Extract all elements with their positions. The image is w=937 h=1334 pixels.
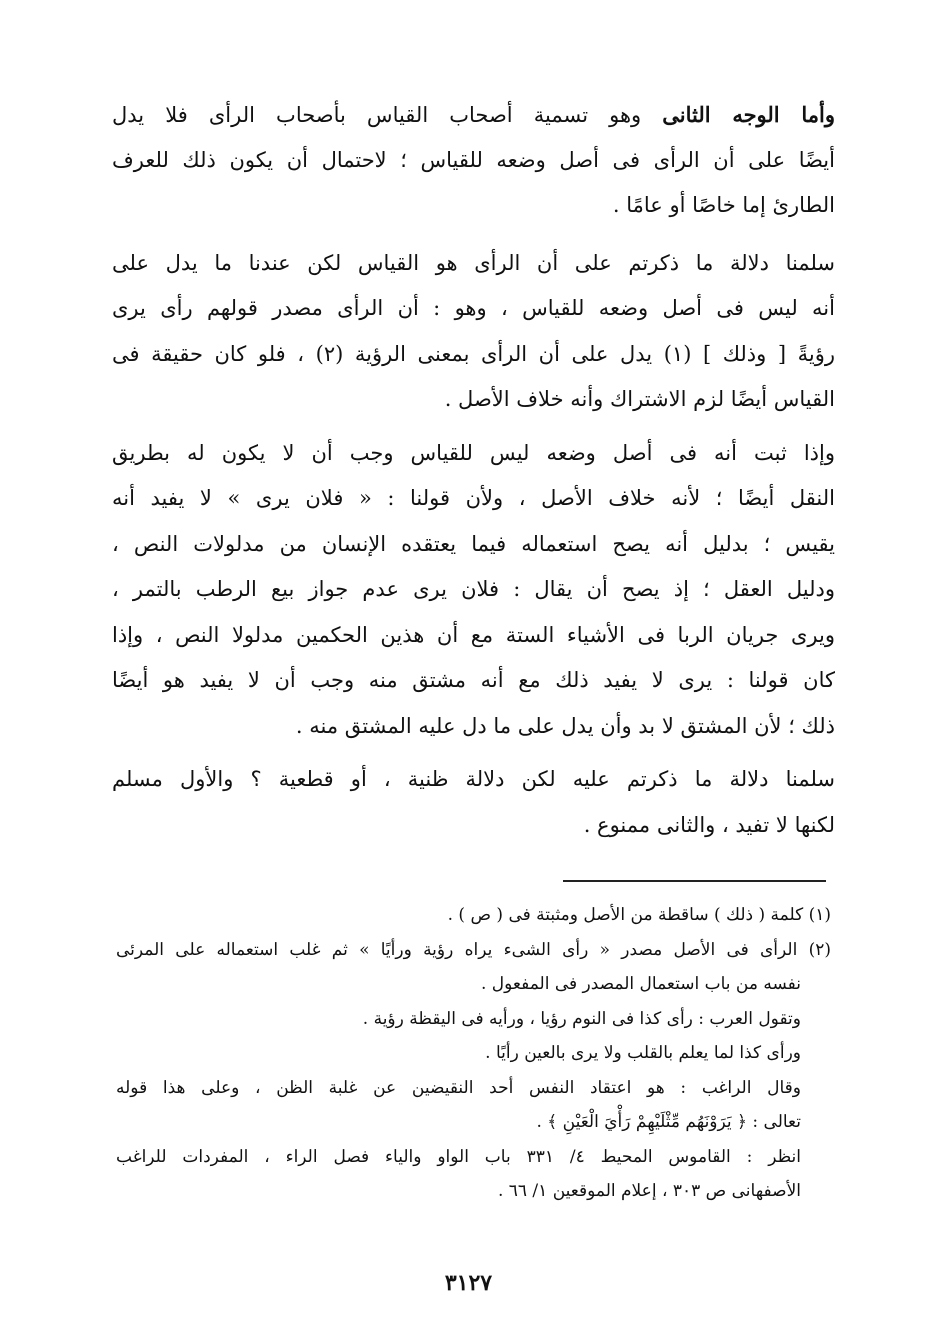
text-line: وإذا ثبت أنه فى أصل وضعه ليس للقياس وجب أن لا يكون له بطريق [112, 440, 835, 465]
footnote-2: (٢) الرأى فى الأصل مصدر « رأى الشىء يراه رؤية ورأيًا » ثم غلب استعماله على المرئى [116, 939, 831, 960]
footnote-line: وتقول العرب : رأى كذا فى النوم رؤيا ، ورأيه فى اليقظة رؤية . [362, 1008, 801, 1029]
footnote-line: انظر : القاموس المحيط ٤/ ٣٣١ باب الواو والياء فصل الراء ، المفردات للراغب [116, 1146, 801, 1167]
page-number: ٣١٢٧ [444, 1270, 493, 1296]
text-line: سلمنا دلالة ما ذكرتم عليه لكن دلالة ظنية ، أو قطعية ؟ والأول مسلم [112, 767, 835, 791]
text-line: النقل أيضًا ؛ لأنه خلاف الأصل ، ولأن قولنا : « فلان يرى » لا يفيد أنه [112, 486, 835, 510]
text-line: ويرى جريان الربا فى الأشياء الستة مع أن هذين الحكمين مدلولا النص ، وإذا [112, 622, 835, 647]
footnote-line: ورأى كذا لما يعلم بالقلب ولا يرى بالعين رأيًا . [485, 1043, 801, 1063]
text-line: سلمنا دلالة ما ذكرتم على أن الرأى هو القياس لكن عندنا ما يدل على [112, 250, 835, 275]
main-text [112, 92, 835, 848]
text-line: ودليل العقل ؛ إذ يصح أن يقال : فلان يرى عدم جواز بيع الرطب بالتمر ، [112, 577, 836, 601]
text-line: ذلك ؛ لأن المشتق لا بد وأن يدل على ما دل عليه المشتق منه . [295, 713, 835, 738]
text-line: أنه ليس فى أصل وضعه للقياس ، وهو : أن الرأى مصدر قولهم رأى يرى [112, 296, 835, 320]
footnote-line: تعالى : ﴿ يَرَوْنَهُم مِّثْلَيْهِمْ رَأْيَ الْعَيْنِ ﴾ . [536, 1112, 801, 1132]
paragraph-2 [112, 241, 835, 423]
footnote-1: (١) كلمة ( ذلك ) ساقطة من الأصل ومثبتة فى ( ص ) . [447, 905, 831, 925]
text-line: يقيس ؛ بدليل أنه يصح استعماله فيما يعتقده الإنسان من مدلولات النص ، [112, 531, 835, 556]
footnote-line: الأصفهانى ص ٣٠٣ ، إعلام الموقعين ١/ ٦٦ . [497, 1181, 801, 1201]
footnotes [116, 898, 831, 1209]
section-lead: وأما الوجه الثانى [662, 102, 835, 127]
footnote-line: نفسه من باب استعمال المصدر فى المفعول . [480, 974, 801, 994]
paragraph-1 [112, 92, 835, 229]
text-line: أيضًا على أن الرأى فى أصل وضعه للقياس ؛ لاحتمال أن يكون ذلك للعرف [112, 147, 835, 172]
footnote-line: وقال الراغب : هو اعتقاد النفس أحد النقيضين عن غلبة الظن ، وعلى هذا قوله [116, 1077, 801, 1098]
paragraph-3 [112, 431, 835, 750]
text-line: لكنها لا تفيد ، والثانى ممنوع . [583, 812, 835, 837]
text-line: وأما الوجه الثانى وهو تسمية أصحاب القياس بأصحاب الرأى فلا يدل [112, 102, 835, 127]
text-line: القياس أيضًا لزم الاشتراك وأنه خلاف الأصل . [444, 387, 835, 411]
text-line: رؤيةً [ وذلك ] (١) يدل على أن الرأى بمعنى الرؤية (٢) ، فلو كان حقيقة فى [112, 341, 835, 366]
footnote-divider [563, 880, 826, 882]
text-line: الطارئ إما خاصًا أو عامًا . [612, 193, 835, 217]
text-line: كان قولنا : يرى لا يفيد ذلك مع أنه مشتق منه وجب أن لا يفيد هو أيضًا [112, 668, 835, 692]
paragraph-4 [112, 757, 835, 848]
